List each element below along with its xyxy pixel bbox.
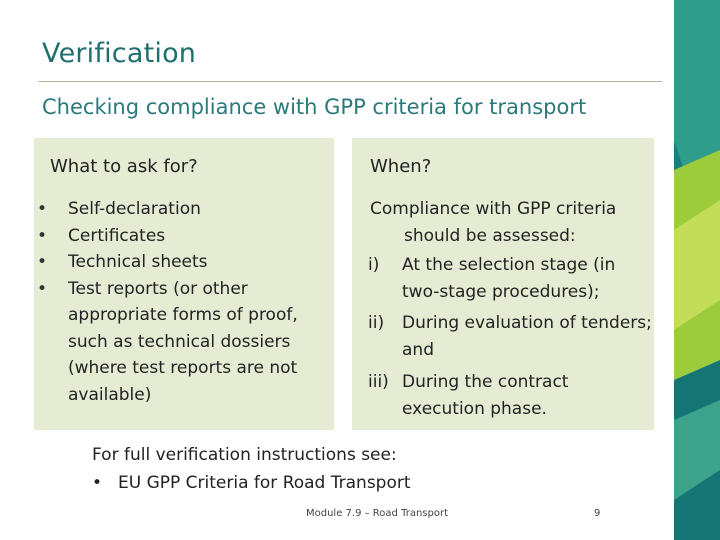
stage-text: During evaluation of tenders; and [402,313,652,360]
what-to-ask-list [34,196,308,408]
list-item: • Test reports (or other appropriate forms of proof, such as technical dossiers (where test reports are not available) [34,276,308,409]
what-to-ask-heading: What to ask for? [50,156,198,177]
title-divider [38,81,662,82]
bullet-dot: • [36,252,48,272]
list-item: • Self-declaration [34,196,308,223]
stage-number: i) [368,255,380,275]
bullet-dot: • [36,199,48,219]
stage-item [368,252,652,305]
bullet-dot: • [36,278,48,299]
slide-title: Verification [42,38,197,69]
bullet-dot: • [92,473,103,493]
road-transport-criteria-link[interactable]: EU GPP Criteria for Road Transport [118,473,411,493]
list-item: • Certificates [34,223,308,250]
when-intro [370,196,640,249]
when-intro-line2: should be assessed: [404,225,576,246]
criteria-reference [92,473,411,493]
stage-text: At the selection stage (in two-stage procedures); [402,255,616,302]
slide-subtitle: Checking compliance with GPP criteria for transport [42,95,587,119]
stage-item [368,369,652,422]
list-item: • Technical sheets [34,249,308,276]
module-label: Module 7.9 – Road Transport [306,508,448,519]
stage-item [368,310,652,363]
when-heading: When? [370,156,432,177]
stage-text: During the contract execution phase. [402,372,569,419]
decorative-band [674,0,720,540]
when-intro-line1: Compliance with GPP criteria [370,199,617,219]
verification-instructions-text: For full verification instructions see: [92,445,397,465]
page-number: 9 [594,508,601,519]
when-box [352,138,654,430]
deco-green-top [674,0,720,170]
stage-number: iii) [368,372,389,392]
bullet-dot: • [36,225,48,246]
stage-number: ii) [368,313,385,333]
what-to-ask-box [34,138,334,430]
